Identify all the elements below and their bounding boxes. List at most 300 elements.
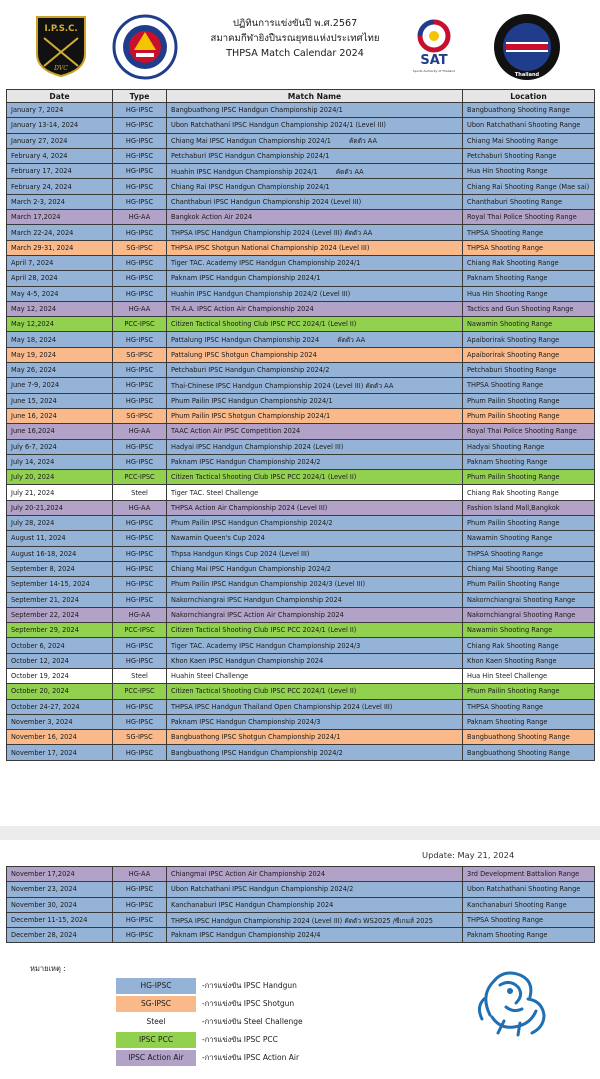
match-name-cell [167, 118, 463, 133]
match-name-text: Bangbuathong IPSC Handgun Championship 2024/2 [171, 748, 343, 757]
legend-swatch: IPSC Action Air [116, 1050, 196, 1066]
table-row [7, 347, 595, 362]
match-name-text: Nawamin Queen's Cup 2024 [171, 534, 265, 543]
page-break-band [0, 826, 600, 840]
qualifier-note: คัดตัว AA [335, 167, 364, 176]
legend-item [116, 978, 366, 995]
match-name-text: Huahin Steel Challenge [171, 672, 249, 681]
type-cell: HG-IPSC [113, 103, 167, 118]
type-cell: HG-IPSC [113, 133, 167, 148]
match-name-cell [167, 500, 463, 515]
table-row [7, 485, 595, 500]
match-name-text: Khon Kaen IPSC Handgun Championship 2024 [171, 656, 324, 665]
legend-description: -การแข่งขัน IPSC PCC [202, 1035, 278, 1044]
table-row [7, 148, 595, 163]
match-name-cell [167, 240, 463, 255]
header-location: Location [463, 90, 595, 103]
singha-lion-emblem [470, 955, 556, 1045]
table-row [7, 393, 595, 408]
location-cell: THPSA Shooting Range [463, 912, 595, 927]
qualifier-note: คัดตัว AA [349, 137, 377, 146]
match-name-text: Citizen Tactical Shooting Club IPSC PCC 2024/1 (Level II) [171, 320, 357, 329]
location-cell: Chiang Rak Shooting Range [463, 255, 595, 270]
table-row [7, 668, 595, 683]
nroi-logo [492, 12, 562, 82]
location-cell: Tactics and Gun Shooting Range [463, 301, 595, 316]
table-row [7, 470, 595, 485]
type-cell: SG-IPSC [113, 347, 167, 362]
date-cell: May 4-5, 2024 [7, 286, 113, 301]
match-name-text: Chiang Rai IPSC Handgun Championship 2024/1 [171, 182, 330, 191]
match-name-cell [167, 684, 463, 699]
date-cell: November 3, 2024 [7, 714, 113, 729]
match-name-cell [167, 730, 463, 745]
header-title-thai: ปฏิทินการแข่งขันปี พ.ศ.2567 [232, 18, 358, 29]
type-cell: HG-IPSC [113, 363, 167, 378]
match-name-text: Citizen Tactical Shooting Club IPSC PCC 2024/1 (Level II) [171, 626, 357, 635]
table-row [7, 546, 595, 561]
type-cell: HG-IPSC [113, 516, 167, 531]
type-cell: HG-IPSC [113, 393, 167, 408]
location-cell: Phum Pailin Shooting Range [463, 684, 595, 699]
type-cell: HG-IPSC [113, 653, 167, 668]
location-cell: Bangbuathong Shooting Range [463, 745, 595, 760]
table-row [7, 240, 595, 255]
legend-description: -การแข่งขัน IPSC Handgun [202, 981, 297, 990]
location-cell: Nawamin Shooting Range [463, 623, 595, 638]
match-name-cell [167, 516, 463, 531]
match-name-text: Chiang Mai IPSC Handgun Championship 2024/1 [171, 137, 331, 146]
table-row [7, 730, 595, 745]
type-cell: HG-IPSC [113, 179, 167, 194]
table-row [7, 363, 595, 378]
type-cell: PCC-IPSC [113, 470, 167, 485]
table-row [7, 118, 595, 133]
legend-swatch: HG-IPSC [116, 978, 196, 994]
location-cell: Phum Pailin Shooting Range [463, 393, 595, 408]
location-cell: Chanthaburi Shooting Range [463, 194, 595, 209]
type-cell: HG-AA [113, 301, 167, 316]
table-header-row [7, 90, 595, 103]
table-row [7, 714, 595, 729]
date-cell: October 6, 2024 [7, 638, 113, 653]
match-name-cell [167, 133, 463, 148]
date-cell: May 12,2024 [7, 317, 113, 332]
match-name-text: Paknam IPSC Handgun Championship 2024/2 [171, 457, 321, 466]
date-cell: May 19, 2024 [7, 347, 113, 362]
location-cell: Ubon Ratchathani Shooting Range [463, 882, 595, 897]
match-name-cell [167, 470, 463, 485]
date-cell: April 28, 2024 [7, 271, 113, 286]
match-name-cell [167, 592, 463, 607]
match-name-text: Bangkok Action Air 2024 [171, 213, 253, 222]
match-name-text: Huahin IPSC Handgun Championship 2024/1 [171, 167, 318, 176]
type-cell: HG-IPSC [113, 577, 167, 592]
date-cell: September 14-15, 2024 [7, 577, 113, 592]
match-name-cell [167, 317, 463, 332]
type-cell: SG-IPSC [113, 408, 167, 423]
match-name-cell [167, 301, 463, 316]
date-cell: March 17,2024 [7, 210, 113, 225]
date-cell: March 22-24, 2024 [7, 225, 113, 240]
date-cell: March 2-3, 2024 [7, 194, 113, 209]
type-cell: HG-IPSC [113, 882, 167, 897]
match-name-text: THPSA IPSC Handgun Championship 2024 (Level III) คัดตัว WS2025 /ซีเกมส์ 2025 [171, 916, 433, 925]
location-cell: Ubon Ratchathani Shooting Range [463, 118, 595, 133]
type-cell: HG-AA [113, 210, 167, 225]
match-name-text: Bangbuathong IPSC Shotgun Championship 2024/1 [171, 733, 341, 742]
match-name-text: Hadyai IPSC Handgun Championship 2024 (Level III) [171, 442, 344, 451]
type-cell: Steel [113, 485, 167, 500]
header-match-name: Match Name [167, 90, 463, 103]
sat-logo-subtext: Sports Authority of Thailand [412, 69, 456, 73]
legend-description: -การแข่งขัน Steel Challenge [202, 1017, 303, 1026]
match-name-text: Kanchanaburi IPSC Handgun Championship 2024 [171, 900, 334, 909]
ipsc-logo [34, 14, 88, 78]
location-cell: Paknam Shooting Range [463, 928, 595, 943]
match-name-text: Chiangmai IPSC Action Air Championship 2024 [171, 870, 326, 879]
date-cell: July 21, 2024 [7, 485, 113, 500]
legend-description: -การแข่งขัน IPSC Action Air [202, 1053, 300, 1062]
date-cell: November 23, 2024 [7, 882, 113, 897]
location-cell: Chiang Mai Shooting Range [463, 133, 595, 148]
type-cell: HG-IPSC [113, 271, 167, 286]
type-cell: SG-IPSC [113, 240, 167, 255]
match-name-text: Nakornchiangrai IPSC Action Air Championship 2024 [171, 610, 344, 619]
table-row [7, 317, 595, 332]
date-cell: June 15, 2024 [7, 393, 113, 408]
match-name-cell [167, 531, 463, 546]
location-cell: THPSA Shooting Range [463, 378, 595, 393]
update-date: Update: May 21, 2024 [422, 850, 515, 860]
match-name-text: THPSA IPSC Shotgun National Championship 2024 (Level III) [171, 243, 370, 252]
legend-item [116, 1014, 366, 1031]
type-cell: HG-IPSC [113, 194, 167, 209]
table-row [7, 638, 595, 653]
table-row [7, 424, 595, 439]
date-cell: February 17, 2024 [7, 164, 113, 179]
type-cell: HG-AA [113, 424, 167, 439]
match-name-text: Petchaburi IPSC Handgun Championship 2024/1 [171, 152, 330, 161]
type-cell: HG-IPSC [113, 638, 167, 653]
date-cell: December 28, 2024 [7, 928, 113, 943]
table-row [7, 210, 595, 225]
qualifier-note: คัดตัว AA [337, 336, 366, 345]
location-cell: Chiang Rak Shooting Range [463, 638, 595, 653]
match-name-cell [167, 103, 463, 118]
date-cell: October 12, 2024 [7, 653, 113, 668]
table-row [7, 592, 595, 607]
match-name-cell [167, 424, 463, 439]
legend-item [116, 1032, 366, 1049]
table-row [7, 301, 595, 316]
date-cell: August 16-18, 2024 [7, 546, 113, 561]
date-cell: June 7-9, 2024 [7, 378, 113, 393]
table-row [7, 516, 595, 531]
date-cell: February 24, 2024 [7, 179, 113, 194]
location-cell: Phum Pailin Shooting Range [463, 577, 595, 592]
match-name-cell [167, 148, 463, 163]
table-row [7, 408, 595, 423]
nroi-logo-bottom-text: Thailand [514, 72, 540, 78]
table-row [7, 332, 595, 347]
type-cell: PCC-IPSC [113, 317, 167, 332]
match-name-cell [167, 714, 463, 729]
match-name-text: Ubon Ratchathani IPSC Handgun Championship 2024/2 [171, 885, 354, 894]
match-name-cell [167, 255, 463, 270]
type-cell: HG-IPSC [113, 699, 167, 714]
ipsc-logo-bottom: DVC [54, 65, 68, 72]
location-cell: Apaiborirak Shooting Range [463, 347, 595, 362]
legend-description: -การแข่งขัน IPSC Shotgun [202, 999, 295, 1008]
match-name-text: Ubon Ratchathani IPSC Handgun Championship 2024/1 (Level III) [171, 121, 386, 130]
match-name-text: TAAC Action Air IPSC Competition 2024 [171, 427, 301, 436]
match-name-text: Pattalung IPSC Shotgun Championship 2024 [171, 350, 317, 359]
date-cell: May 12, 2024 [7, 301, 113, 316]
location-cell: Royal Thai Police Shooting Range [463, 424, 595, 439]
match-name-cell [167, 439, 463, 454]
table-row [7, 928, 595, 943]
table-row [7, 699, 595, 714]
table-row [7, 103, 595, 118]
sat-logo [410, 18, 458, 76]
match-name-text: Citizen Tactical Shooting Club IPSC PCC 2024/1 (Level II) [171, 687, 357, 696]
location-cell: THPSA Shooting Range [463, 699, 595, 714]
location-cell: THPSA Shooting Range [463, 225, 595, 240]
legend-item [116, 1050, 366, 1067]
match-name-cell [167, 378, 463, 393]
header-title-block [190, 16, 400, 61]
match-name-text: Tiger TAC. Academy IPSC Handgun Championship 2024/3 [171, 641, 361, 650]
location-cell: Chiang Rai Shooting Range (Mae sai) [463, 179, 595, 194]
type-cell: Steel [113, 668, 167, 683]
location-cell: Nawamin Shooting Range [463, 317, 595, 332]
match-name-text: THPSA Action Air Championship 2024 (Level III) [171, 503, 328, 512]
type-cell: SG-IPSC [113, 730, 167, 745]
table-row [7, 255, 595, 270]
match-name-text: Phum Pailin IPSC Handgun Championship 2024/2 [171, 519, 333, 528]
date-cell: January 7, 2024 [7, 103, 113, 118]
match-name-text: Bangbuathong IPSC Handgun Championship 2024/1 [171, 106, 343, 115]
type-cell: HG-IPSC [113, 454, 167, 469]
table-row [7, 286, 595, 301]
table-row [7, 225, 595, 240]
date-cell: July 20-21,2024 [7, 500, 113, 515]
table-row [7, 607, 595, 622]
date-cell: July 6-7, 2024 [7, 439, 113, 454]
table-row [7, 531, 595, 546]
match-name-text: Tiger TAC. Academy IPSC Handgun Championship 2024/1 [171, 259, 361, 268]
date-cell: November 17, 2024 [7, 745, 113, 760]
type-cell: PCC-IPSC [113, 684, 167, 699]
header-association-thai: สมาคมกีฬายิงปืนรณยุทธแห่งประเทศไทย [210, 33, 380, 44]
match-name-text: Chiang Mai IPSC Handgun Championship 2024/2 [171, 565, 331, 574]
location-cell: 3rd Development Battalion Range [463, 867, 595, 882]
date-cell: May 26, 2024 [7, 363, 113, 378]
location-cell: Kanchanaburi Shooting Range [463, 897, 595, 912]
match-name-cell [167, 179, 463, 194]
match-name-text: Tiger TAC. Steel Challenge [171, 488, 259, 497]
match-name-text: Phum Pailin IPSC Shotgun Championship 2024/1 [171, 412, 331, 421]
date-cell: September 29, 2024 [7, 623, 113, 638]
match-name-text: Phum Pailin IPSC Handgun Championship 2024/1 [171, 396, 333, 405]
date-cell: April 7, 2024 [7, 255, 113, 270]
date-cell: November 16, 2024 [7, 730, 113, 745]
table-row [7, 561, 595, 576]
match-name-cell [167, 928, 463, 943]
location-cell: Nakornchiangrai Shooting Range [463, 607, 595, 622]
match-name-cell [167, 745, 463, 760]
type-cell: HG-IPSC [113, 164, 167, 179]
type-cell: HG-IPSC [113, 745, 167, 760]
table-row [7, 867, 595, 882]
type-cell: HG-IPSC [113, 118, 167, 133]
match-name-cell [167, 668, 463, 683]
location-cell: THPSA Shooting Range [463, 546, 595, 561]
location-cell: Paknam Shooting Range [463, 271, 595, 286]
location-cell: Royal Thai Police Shooting Range [463, 210, 595, 225]
match-name-cell [167, 408, 463, 423]
location-cell: Paknam Shooting Range [463, 454, 595, 469]
date-cell: July 14, 2024 [7, 454, 113, 469]
type-cell: HG-AA [113, 867, 167, 882]
table-row [7, 133, 595, 148]
match-name-cell [167, 653, 463, 668]
match-name-text: Phum Pailin IPSC Handgun Championship 2024/3 (Level III) [171, 580, 366, 589]
date-cell: January 27, 2024 [7, 133, 113, 148]
location-cell: Phum Pailin Shooting Range [463, 408, 595, 423]
location-cell: Hadyai Shooting Range [463, 439, 595, 454]
match-name-cell [167, 454, 463, 469]
type-cell: HG-IPSC [113, 546, 167, 561]
match-name-text: Pattalung IPSC Handgun Championship 2024 [171, 336, 320, 345]
match-name-cell [167, 546, 463, 561]
date-cell: July 20, 2024 [7, 470, 113, 485]
calendar-header [0, 0, 600, 88]
match-name-text: THPSA IPSC Handgun Championship 2024 (Level III) คัดตัว AA [171, 229, 373, 238]
location-cell: Apaiborirak Shooting Range [463, 332, 595, 347]
match-name-cell [167, 286, 463, 301]
table-row [7, 194, 595, 209]
match-name-text: Huahin IPSC Handgun Championship 2024/2 (Level III) [171, 289, 351, 298]
date-cell: December 11-15, 2024 [7, 912, 113, 927]
type-cell: HG-IPSC [113, 148, 167, 163]
match-name-cell [167, 194, 463, 209]
match-name-cell [167, 347, 463, 362]
date-cell: November 30, 2024 [7, 897, 113, 912]
sat-logo-text: SAT [420, 53, 448, 68]
match-name-cell [167, 225, 463, 240]
match-name-cell [167, 332, 463, 347]
type-cell: HG-IPSC [113, 897, 167, 912]
match-name-cell [167, 363, 463, 378]
location-cell: Chiang Mai Shooting Range [463, 561, 595, 576]
match-name-text: Thai-Chinese IPSC Handgun Championship 2024 (Level III) คัดตัว AA [171, 381, 394, 390]
type-cell: HG-IPSC [113, 255, 167, 270]
match-name-text: Paknam IPSC Handgun Championship 2024/4 [171, 931, 321, 940]
table-row [7, 378, 595, 393]
date-cell: June 16, 2024 [7, 408, 113, 423]
date-cell: March 29-31, 2024 [7, 240, 113, 255]
table-row [7, 271, 595, 286]
ipsc-logo-text: I.P.S.C. [44, 24, 78, 34]
location-cell: Chiang Rak Shooting Range [463, 485, 595, 500]
match-name-cell [167, 638, 463, 653]
location-cell: Bangbuathong Shooting Range [463, 103, 595, 118]
match-name-text: TH.A.A. IPSC Action Air Championship 2024 [171, 305, 314, 313]
table-row [7, 912, 595, 927]
match-name-text: Paknam IPSC Handgun Championship 2024/3 [171, 718, 321, 727]
table-row [7, 439, 595, 454]
match-name-cell [167, 867, 463, 882]
type-cell: HG-IPSC [113, 378, 167, 393]
legend-swatch: SG-IPSC [116, 996, 196, 1012]
location-cell: Nakornchiangrai Shooting Range [463, 592, 595, 607]
match-name-text: Petchaburi IPSC Handgun Championship 2024/2 [171, 366, 330, 375]
date-cell: January 13-14, 2024 [7, 118, 113, 133]
date-cell: August 11, 2024 [7, 531, 113, 546]
table-row [7, 577, 595, 592]
match-name-text: Nakornchiangrai IPSC Handgun Championship 2024 [171, 595, 342, 604]
match-name-text: Thpsa Handgun Kings Cup 2024 (Level III) [171, 549, 310, 558]
type-cell: HG-IPSC [113, 332, 167, 347]
location-cell: Nawamin Shooting Range [463, 531, 595, 546]
match-name-cell [167, 577, 463, 592]
type-cell: HG-IPSC [113, 561, 167, 576]
match-name-cell [167, 623, 463, 638]
table-row [7, 623, 595, 638]
table-row [7, 745, 595, 760]
location-cell: Paknam Shooting Range [463, 714, 595, 729]
table-row [7, 454, 595, 469]
table-row [7, 164, 595, 179]
match-name-cell [167, 912, 463, 927]
location-cell: Hua Hin Steel Challenge [463, 668, 595, 683]
type-cell: HG-IPSC [113, 286, 167, 301]
date-cell: November 17,2024 [7, 867, 113, 882]
legend-swatch: Steel [116, 1014, 196, 1030]
match-calendar-continuation-table [6, 866, 595, 943]
match-name-cell [167, 561, 463, 576]
date-cell: May 18, 2024 [7, 332, 113, 347]
location-cell: Petchaburi Shooting Range [463, 148, 595, 163]
match-name-text: Citizen Tactical Shooting Club IPSC PCC 2024/1 (Level II) [171, 473, 357, 482]
type-cell: HG-AA [113, 607, 167, 622]
location-cell: Petchaburi Shooting Range [463, 363, 595, 378]
location-cell: Bangbuathong Shooting Range [463, 730, 595, 745]
type-cell: HG-IPSC [113, 592, 167, 607]
header-title-english: THPSA Match Calendar 2024 [226, 48, 364, 59]
match-name-cell [167, 485, 463, 500]
type-cell: HG-IPSC [113, 225, 167, 240]
table-row [7, 684, 595, 699]
match-name-cell [167, 882, 463, 897]
match-name-text: Paknam IPSC Handgun Championship 2024/1 [171, 274, 321, 283]
type-cell: HG-IPSC [113, 714, 167, 729]
table-row [7, 653, 595, 668]
table-row [7, 179, 595, 194]
location-cell: Hua Hin Shooting Range [463, 164, 595, 179]
match-name-cell [167, 897, 463, 912]
location-cell: THPSA Shooting Range [463, 240, 595, 255]
location-cell: Hua Hin Shooting Range [463, 286, 595, 301]
date-cell: September 22, 2024 [7, 607, 113, 622]
header-type: Type [113, 90, 167, 103]
location-cell: Phum Pailin Shooting Range [463, 470, 595, 485]
thpsa-logo [112, 14, 178, 80]
type-cell: HG-IPSC [113, 439, 167, 454]
type-cell: HG-IPSC [113, 531, 167, 546]
